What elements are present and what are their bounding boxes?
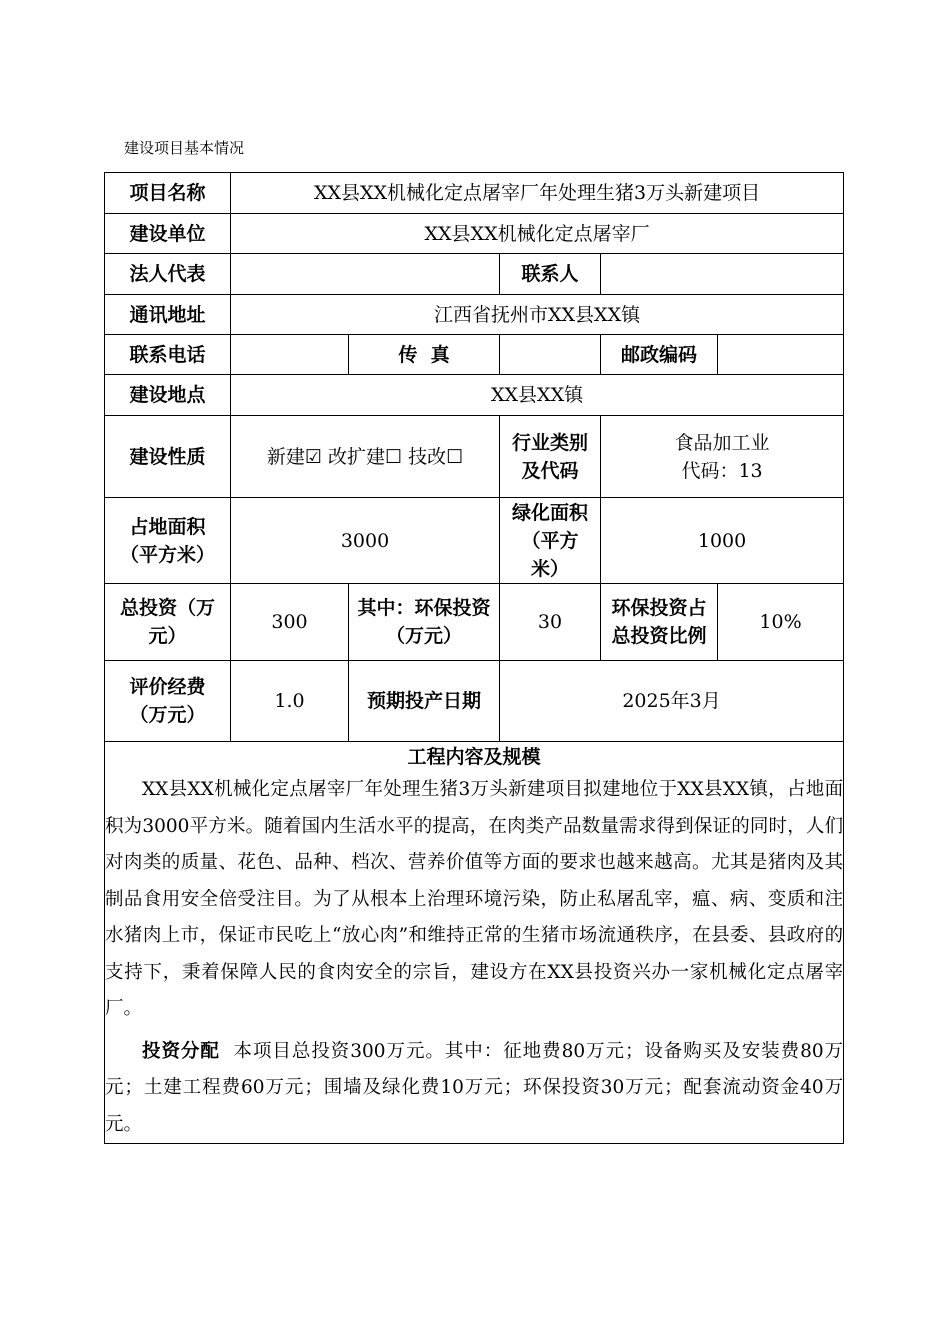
- investment-allocation-label: 投资分配: [142, 1040, 220, 1062]
- row-project-name: [105, 173, 844, 214]
- label-green-area: 绿化面积（平方米）: [500, 498, 601, 584]
- value-phone: [231, 335, 349, 375]
- label-fax: 传 真: [349, 335, 500, 375]
- label-area: 占地面积（平方米）: [105, 498, 231, 584]
- checked-box-icon: ☑: [304, 445, 322, 468]
- value-total-investment: 300: [231, 584, 349, 661]
- value-legal-rep: [231, 254, 500, 295]
- nature-option-renovate: 技改☐: [408, 445, 464, 468]
- value-start-date: 2025年3月: [500, 661, 844, 742]
- row-fee: [105, 661, 844, 742]
- value-postal: [718, 335, 844, 375]
- project-content: [105, 742, 844, 1144]
- row-phone: [105, 335, 844, 375]
- value-area: 3000: [231, 498, 500, 584]
- value-fax: [500, 335, 601, 375]
- label-env-investment: 其中：环保投资（万元）: [349, 584, 500, 661]
- label-address: 通讯地址: [105, 295, 231, 335]
- unchecked-box-icon: ☐: [384, 445, 403, 468]
- value-address: 江西省抚州市XX县XX镇: [231, 295, 844, 335]
- label-industry: 行业类别及代码: [500, 416, 601, 498]
- value-env-investment: 30: [500, 584, 601, 661]
- value-contact: [601, 254, 844, 295]
- nature-option-expand: 改扩建☐: [327, 445, 403, 468]
- project-info-table: [104, 172, 844, 1144]
- label-phone: 联系电话: [105, 335, 231, 375]
- label-postal: 邮政编码: [601, 335, 718, 375]
- label-total-investment: 总投资（万元）: [105, 584, 231, 661]
- value-site: XX县XX镇: [231, 375, 844, 416]
- unchecked-box-icon: ☐: [446, 445, 464, 468]
- nature-option-new: 新建☑: [266, 445, 322, 468]
- row-legal-rep: [105, 254, 844, 295]
- value-project-name: XX县XX机械化定点屠宰厂年处理生猪3万头新建项目: [231, 173, 844, 214]
- value-fee: 1.0: [231, 661, 349, 742]
- section-caption: 建设项目基本情况: [124, 139, 245, 157]
- label-start-date: 预期投产日期: [349, 661, 500, 742]
- value-industry: 食品加工业 代码：13: [601, 416, 844, 498]
- label-contact: 联系人: [500, 254, 601, 295]
- row-content: [105, 742, 844, 1144]
- content-title: 工程内容及规模: [407, 746, 541, 768]
- row-site: [105, 375, 844, 416]
- row-area: [105, 498, 844, 584]
- label-nature: 建设性质: [105, 416, 231, 498]
- label-env-ratio: 环保投资占总投资比例: [601, 584, 718, 661]
- row-address: [105, 295, 844, 335]
- label-builder: 建设单位: [105, 214, 231, 254]
- row-investment: [105, 584, 844, 661]
- value-nature: [231, 416, 500, 498]
- label-fee: 评价经费（万元）: [105, 661, 231, 742]
- value-green-area: 1000: [601, 498, 844, 584]
- label-project-name: 项目名称: [105, 173, 231, 214]
- value-env-ratio: 10%: [718, 584, 844, 661]
- label-site: 建设地点: [105, 375, 231, 416]
- label-legal-rep: 法人代表: [105, 254, 231, 295]
- content-paragraph-2: [105, 1034, 843, 1144]
- investment-allocation-text: 本项目总投资300万元。其中：征地费80万元；设备购买及安装费80万元；土建工程费60万元；围墙及绿化费10万元；环保投资30万元；配套流动资金40万元。: [105, 1040, 844, 1135]
- row-nature: [105, 416, 844, 498]
- value-builder: XX县XX机械化定点屠宰厂: [231, 214, 844, 254]
- content-paragraph-1: XX县XX机械化定点屠宰厂年处理生猪3万头新建项目拟建地位于XX县XX镇，占地面积为3000平方米。随着国内生活水平的提高，在肉类产品数量需求得到保证的同时，人们对肉类的质量、花色、品种、档次、营养价值等方面的要求也越来越高。尤其是猪肉及其制品食用安全倍受注目。为了从根本上治理环境污染，防止私屠乱宰，瘟、病、变质和注水猪肉上市，保证市民吃上“放心肉”和维持正常的生猪市场流通秩序，在县委、县政府的支持下，秉着保障人民的食肉安全的宗旨，建设方在XX县投资兴办一家机械化定点屠宰厂。: [105, 779, 844, 1019]
- row-builder: [105, 214, 844, 254]
